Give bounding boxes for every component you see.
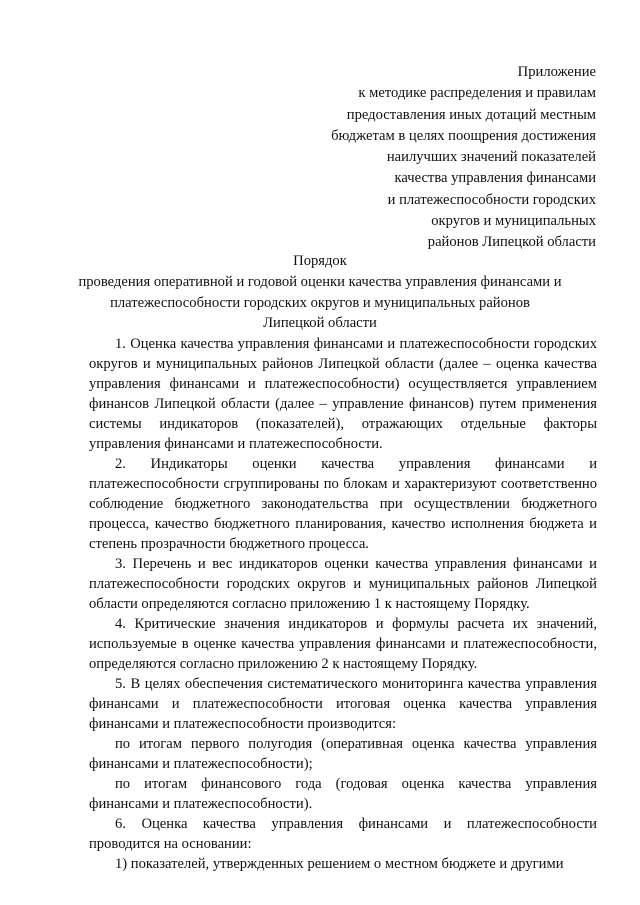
appendix-line: бюджетам в целях поощрения достижения — [331, 127, 596, 144]
paragraph-5-item-year: по итогам финансового года (годовая оценка качества управления финансами и платежеспособности). — [89, 776, 597, 812]
paragraph-6: 6. Оценка качества управления финансами и платежеспособности проводится на основании: — [89, 816, 597, 852]
paragraph-5-item-first-half: по итогам первого полугодия (оперативная оценка качества управления финансами и платежеспособности); — [89, 736, 597, 772]
appendix-line: Приложение — [517, 64, 596, 80]
document-body — [89, 334, 597, 874]
paragraph-3: 3. Перечень и вес индикаторов оценки качества управления финансами и платежеспособности городских округов и муниципальных районов Липецкой области определяются согласно приложению 1 к настоящему Порядку. — [89, 556, 597, 612]
document-subtitle-line: проведения оперативной и годовой оценки качества управления финансами и — [78, 273, 562, 290]
document-subtitle-line: платежеспособности городских округов и муниципальных районов — [110, 294, 530, 311]
paragraph-6-item-1: 1) показателей, утвержденных решением о местном бюджете и другими — [115, 856, 564, 872]
appendix-line: качества управления финансами — [394, 170, 596, 187]
appendix-note — [296, 62, 596, 254]
appendix-line: и платежеспособности городских — [387, 191, 596, 208]
paragraph-1: 1. Оценка качества управления финансами и платежеспособности городских округов и муниципальных районов Липецкой области (далее – оценка качества управления финансами и платежеспособности) осуществляется управлением финансов Липецкой области (далее – управление финансов) путем применения системы индикаторов (показателей), отражающих отдельные факторы управления финансами и платежеспособности. — [89, 336, 597, 452]
appendix-line: предоставления иных дотаций местным — [346, 106, 596, 123]
document-subtitle-line: Липецкой области — [263, 315, 377, 332]
appendix-line: к методике распределения и правилам — [358, 85, 596, 102]
paragraph-2: 2. Индикаторы оценки качества управления финансами и платежеспособности сгруппированы по блокам и характеризуют соответственно соблюдение бюджетного законодательства при осуществлении бюджетного процесса, качество бюджетного планирования, качество исполнения бюджета и степень прозрачности бюджетного процесса. — [89, 456, 597, 552]
document-heading — [60, 251, 580, 334]
paragraph-5: 5. В целях обеспечения систематического мониторинга качества управления финансами и платежеспособности итоговая оценка качества управления финансами и платежеспособности производится: — [89, 676, 597, 732]
appendix-line: наилучших значений показателей — [386, 149, 596, 166]
appendix-line: районов Липецкой области — [427, 234, 596, 251]
document-title: Порядок — [293, 253, 347, 269]
appendix-line: округов и муниципальных — [431, 213, 596, 230]
paragraph-4: 4. Критические значения индикаторов и формулы расчета их значений, используемые в оценке качества управления финансами и платежеспособности, определяются согласно приложению 2 к настоящему Порядку. — [89, 616, 597, 672]
